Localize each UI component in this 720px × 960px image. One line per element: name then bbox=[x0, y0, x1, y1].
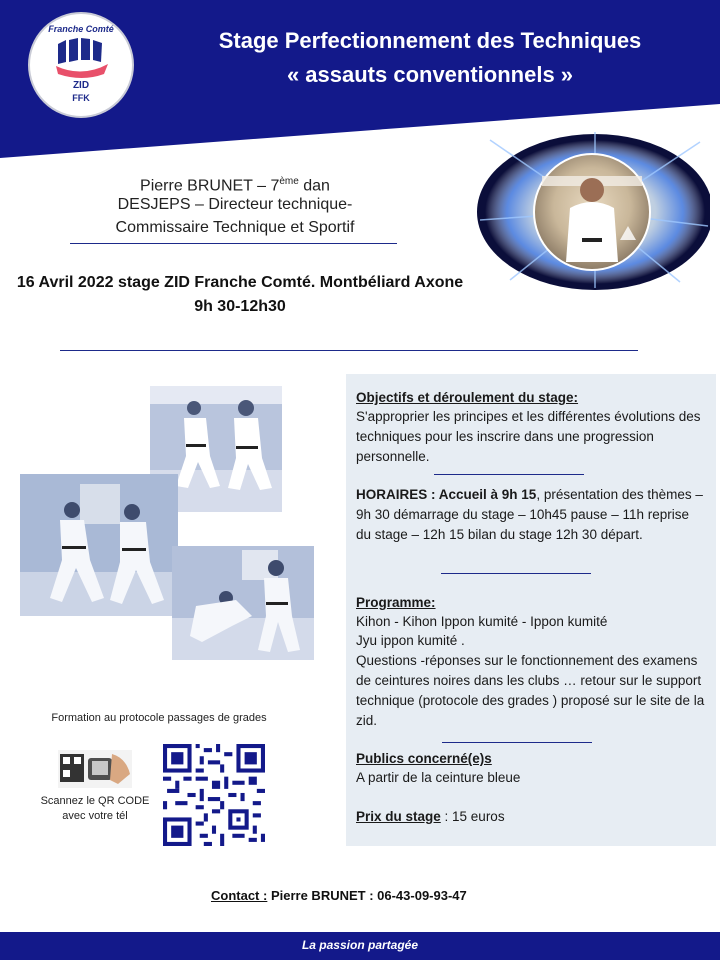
price-label: Prix du stage bbox=[356, 809, 441, 824]
instructor-dan: dan bbox=[298, 177, 330, 195]
karate-photo-2 bbox=[20, 474, 178, 616]
hours-block bbox=[356, 485, 706, 545]
divider bbox=[441, 573, 591, 574]
instructor-line-2: DESJEPS – Directeur technique- bbox=[117, 196, 353, 213]
page-title: Stage Perfectionnement des Techniques bbox=[218, 28, 642, 53]
phone-scan-art bbox=[58, 750, 132, 788]
hours-text: , présentation des thèmes – 9h 30 démarrage du stage – 10h45 pause – 11h reprise du stage – 12h 15 bilan du stage 12h 30 départ. bbox=[356, 487, 703, 542]
karate-photo-3-art bbox=[172, 546, 314, 660]
portrait-burst bbox=[470, 130, 710, 290]
divider bbox=[442, 742, 592, 743]
contact-label: Contact : bbox=[211, 888, 268, 903]
public-title bbox=[356, 749, 706, 769]
objectives-title bbox=[356, 388, 706, 408]
qr-code-art bbox=[163, 744, 265, 846]
qr-caption: Formation au protocole passages de grades bbox=[51, 712, 267, 724]
phone-scan-icon bbox=[58, 750, 132, 788]
karate-photo-2-art bbox=[20, 474, 178, 616]
hours-title: HORAIRES : Accueil à 9h 15 bbox=[356, 487, 537, 502]
instructor-portrait bbox=[470, 130, 710, 290]
karate-photo-3 bbox=[172, 546, 314, 660]
program-title bbox=[356, 593, 706, 613]
instructor-line-3: Commissaire Technique et Sportif bbox=[115, 219, 355, 236]
logo-ffk-text: FFK bbox=[72, 93, 90, 103]
instructor-dan-sup: ème bbox=[279, 176, 299, 187]
instructor-name: Pierre BRUNET – 7 bbox=[140, 177, 280, 195]
scan-instruction-2: avec votre tél bbox=[62, 810, 128, 822]
qr-code[interactable] bbox=[163, 744, 265, 846]
karate-gi-icon bbox=[54, 38, 110, 78]
logo-region-text: Franche Comté bbox=[48, 24, 114, 34]
divider bbox=[434, 474, 584, 475]
divider bbox=[60, 350, 638, 351]
program-line-2: Jyu ippon kumité . bbox=[356, 633, 465, 648]
event-time: 9h 30-12h30 bbox=[194, 298, 286, 315]
divider bbox=[70, 243, 397, 244]
objectives-title-text: Objectifs et déroulement du stage: bbox=[356, 390, 579, 405]
price-line bbox=[356, 807, 706, 827]
logo-zid-text: ZID bbox=[72, 80, 90, 91]
program-title-text: Programme: bbox=[356, 595, 436, 610]
scan-instruction-1: Scannez le QR CODE bbox=[40, 795, 150, 807]
footer-tagline: La passion partagée bbox=[301, 938, 419, 952]
program-line-3: Questions -réponses sur le fonctionnement des examens de ceintures noires dans les clubs … retour sur le support technique (protocole des grades ) proposé sur le site de la zid. bbox=[356, 653, 705, 728]
ffk-logo bbox=[28, 12, 134, 118]
contact-value[interactable]: Pierre BRUNET : 06-43-09-93-47 bbox=[267, 888, 467, 903]
event-date-location: 16 Avril 2022 stage ZID Franche Comté. Montbéliard Axone bbox=[16, 274, 464, 291]
program-line-1: Kihon - Kihon Ippon kumité - Ippon kumité bbox=[356, 614, 608, 629]
footer-band bbox=[0, 932, 720, 960]
public-title-text: Publics concerné(e)s bbox=[356, 751, 492, 766]
price-value: : 15 euros bbox=[440, 809, 505, 824]
objectives-text: S'approprier les principes et les différentes évolutions des techniques pour les inscrire dans une progression personnelle. bbox=[356, 409, 701, 464]
contact-line bbox=[211, 888, 467, 903]
page-subtitle: « assauts conventionnels » bbox=[286, 62, 574, 87]
public-text: A partir de la ceinture bleue bbox=[356, 770, 521, 785]
